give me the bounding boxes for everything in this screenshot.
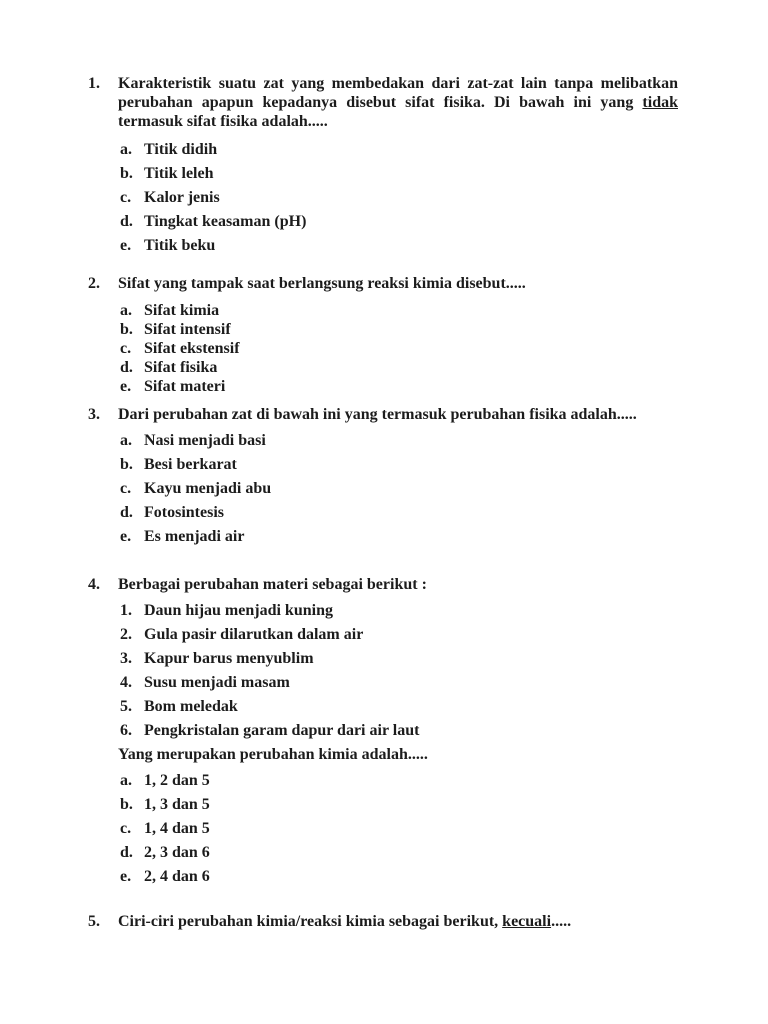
option-text: 1, 4 dan 5 xyxy=(144,820,210,837)
option-text: Sifat materi xyxy=(144,378,226,395)
sub-item-text: Susu menjadi masam xyxy=(144,674,290,691)
question-text: Sifat yang tampak saat berlangsung reaksi kimia disebut..... xyxy=(118,275,526,292)
question-text-segment: ..... xyxy=(551,913,572,930)
option-row xyxy=(120,377,678,396)
option-text: 2, 3 dan 6 xyxy=(144,844,210,861)
sub-item-row xyxy=(120,649,678,668)
option-letter: d. xyxy=(120,844,133,861)
option-row xyxy=(120,527,678,546)
question-5 xyxy=(88,912,678,931)
option-row xyxy=(120,236,678,255)
option-letter: c. xyxy=(120,340,132,357)
sub-item-text: Daun hijau menjadi kuning xyxy=(144,602,333,619)
options-list xyxy=(120,140,678,255)
option-text: Tingkat keasaman (pH) xyxy=(144,213,307,230)
question-text xyxy=(118,74,678,131)
option-letter: c. xyxy=(120,820,132,837)
option-letter: d. xyxy=(120,213,133,230)
sub-item-text: Gula pasir dilarutkan dalam air xyxy=(144,626,364,643)
sub-item-number: 3. xyxy=(120,650,132,667)
question-text-segment: termasuk sifat fisika adalah..... xyxy=(118,113,328,130)
option-letter: d. xyxy=(120,359,133,376)
option-row xyxy=(120,320,678,339)
option-letter: a. xyxy=(120,141,132,158)
question-text-segment: Ciri-ciri perubahan kimia/reaksi kimia sebagai berikut, xyxy=(118,913,503,930)
question-body xyxy=(118,575,678,891)
sub-items-list xyxy=(120,601,678,740)
option-row xyxy=(120,843,678,862)
option-text: Sifat intensif xyxy=(144,321,231,338)
question-text: Dari perubahan zat di bawah ini yang termasuk perubahan fisika adalah..... xyxy=(118,406,637,423)
question-number: 1. xyxy=(88,75,100,92)
sub-item-number: 6. xyxy=(120,722,132,739)
question-body xyxy=(118,74,678,260)
option-letter: d. xyxy=(120,504,133,521)
question-body xyxy=(118,912,678,931)
option-text: Kayu menjadi abu xyxy=(144,480,272,497)
option-letter: e. xyxy=(120,528,132,545)
question-body xyxy=(118,274,678,396)
option-text: Kalor jenis xyxy=(144,189,220,206)
sub-item-number: 5. xyxy=(120,698,132,715)
option-row xyxy=(120,358,678,377)
option-letter: b. xyxy=(120,456,133,473)
option-row xyxy=(120,164,678,183)
question-4 xyxy=(88,575,678,891)
option-text: Besi berkarat xyxy=(144,456,237,473)
question-2 xyxy=(88,274,678,396)
options-list xyxy=(120,301,678,396)
sub-item-text: Kapur barus menyublim xyxy=(144,650,314,667)
option-text: 2, 4 dan 6 xyxy=(144,868,210,885)
question-number: 4. xyxy=(88,576,100,593)
option-row xyxy=(120,212,678,231)
question-text xyxy=(118,912,678,931)
sub-item-number: 2. xyxy=(120,626,132,643)
sub-item-row xyxy=(120,601,678,620)
option-letter: a. xyxy=(120,302,132,319)
sub-item-row xyxy=(120,625,678,644)
option-text: 1, 3 dan 5 xyxy=(144,796,210,813)
question-number: 5. xyxy=(88,913,100,930)
question-number: 3. xyxy=(88,406,100,423)
question-leadout: Yang merupakan perubahan kimia adalah..... xyxy=(118,746,428,763)
option-letter: e. xyxy=(120,237,132,254)
question-text-segment: Karakteristik suatu zat yang membedakan dari zat-zat lain tanpa melibatkan perubahan apapun kepadanya disebut sifat fisika. Di bawah ini yang xyxy=(118,75,678,111)
option-row xyxy=(120,455,678,474)
question-number: 2. xyxy=(88,275,100,292)
option-row xyxy=(120,479,678,498)
underlined-word: kecuali xyxy=(502,913,552,930)
option-letter: c. xyxy=(120,189,132,206)
option-row xyxy=(120,140,678,159)
option-text: Fotosintesis xyxy=(144,504,224,521)
sub-item-text: Pengkristalan garam dapur dari air laut xyxy=(144,722,420,739)
option-text: Nasi menjadi basi xyxy=(144,432,266,449)
sub-item-row xyxy=(120,721,678,740)
option-letter: a. xyxy=(120,432,132,449)
option-text: Sifat kimia xyxy=(144,302,220,319)
option-row xyxy=(120,867,678,886)
option-row xyxy=(120,819,678,838)
option-row xyxy=(120,503,678,522)
option-row xyxy=(120,795,678,814)
underlined-word: tidak xyxy=(642,94,678,111)
option-letter: e. xyxy=(120,868,132,885)
options-list xyxy=(120,771,678,886)
sub-item-text: Bom meledak xyxy=(144,698,238,715)
option-letter: b. xyxy=(120,796,133,813)
option-text: Titik leleh xyxy=(144,165,214,182)
option-text: Sifat ekstensif xyxy=(144,340,240,357)
sub-item-row xyxy=(120,673,678,692)
sub-item-row xyxy=(120,697,678,716)
option-text: Es menjadi air xyxy=(144,528,245,545)
question-3 xyxy=(88,405,678,551)
option-text: Titik beku xyxy=(144,237,216,254)
option-row xyxy=(120,188,678,207)
question-1 xyxy=(88,74,678,260)
option-letter: b. xyxy=(120,321,133,338)
sub-item-number: 1. xyxy=(120,602,132,619)
option-text: Sifat fisika xyxy=(144,359,218,376)
options-list xyxy=(120,431,678,546)
option-letter: b. xyxy=(120,165,133,182)
option-row xyxy=(120,771,678,790)
option-letter: e. xyxy=(120,378,132,395)
option-row xyxy=(120,301,678,320)
option-letter: c. xyxy=(120,480,132,497)
option-row xyxy=(120,339,678,358)
question-body xyxy=(118,405,678,551)
option-row xyxy=(120,431,678,450)
sub-item-number: 4. xyxy=(120,674,132,691)
option-letter: a. xyxy=(120,772,132,789)
question-text: Berbagai perubahan materi sebagai berikut : xyxy=(118,576,427,593)
option-text: 1, 2 dan 5 xyxy=(144,772,210,789)
option-text: Titik didih xyxy=(144,141,218,158)
